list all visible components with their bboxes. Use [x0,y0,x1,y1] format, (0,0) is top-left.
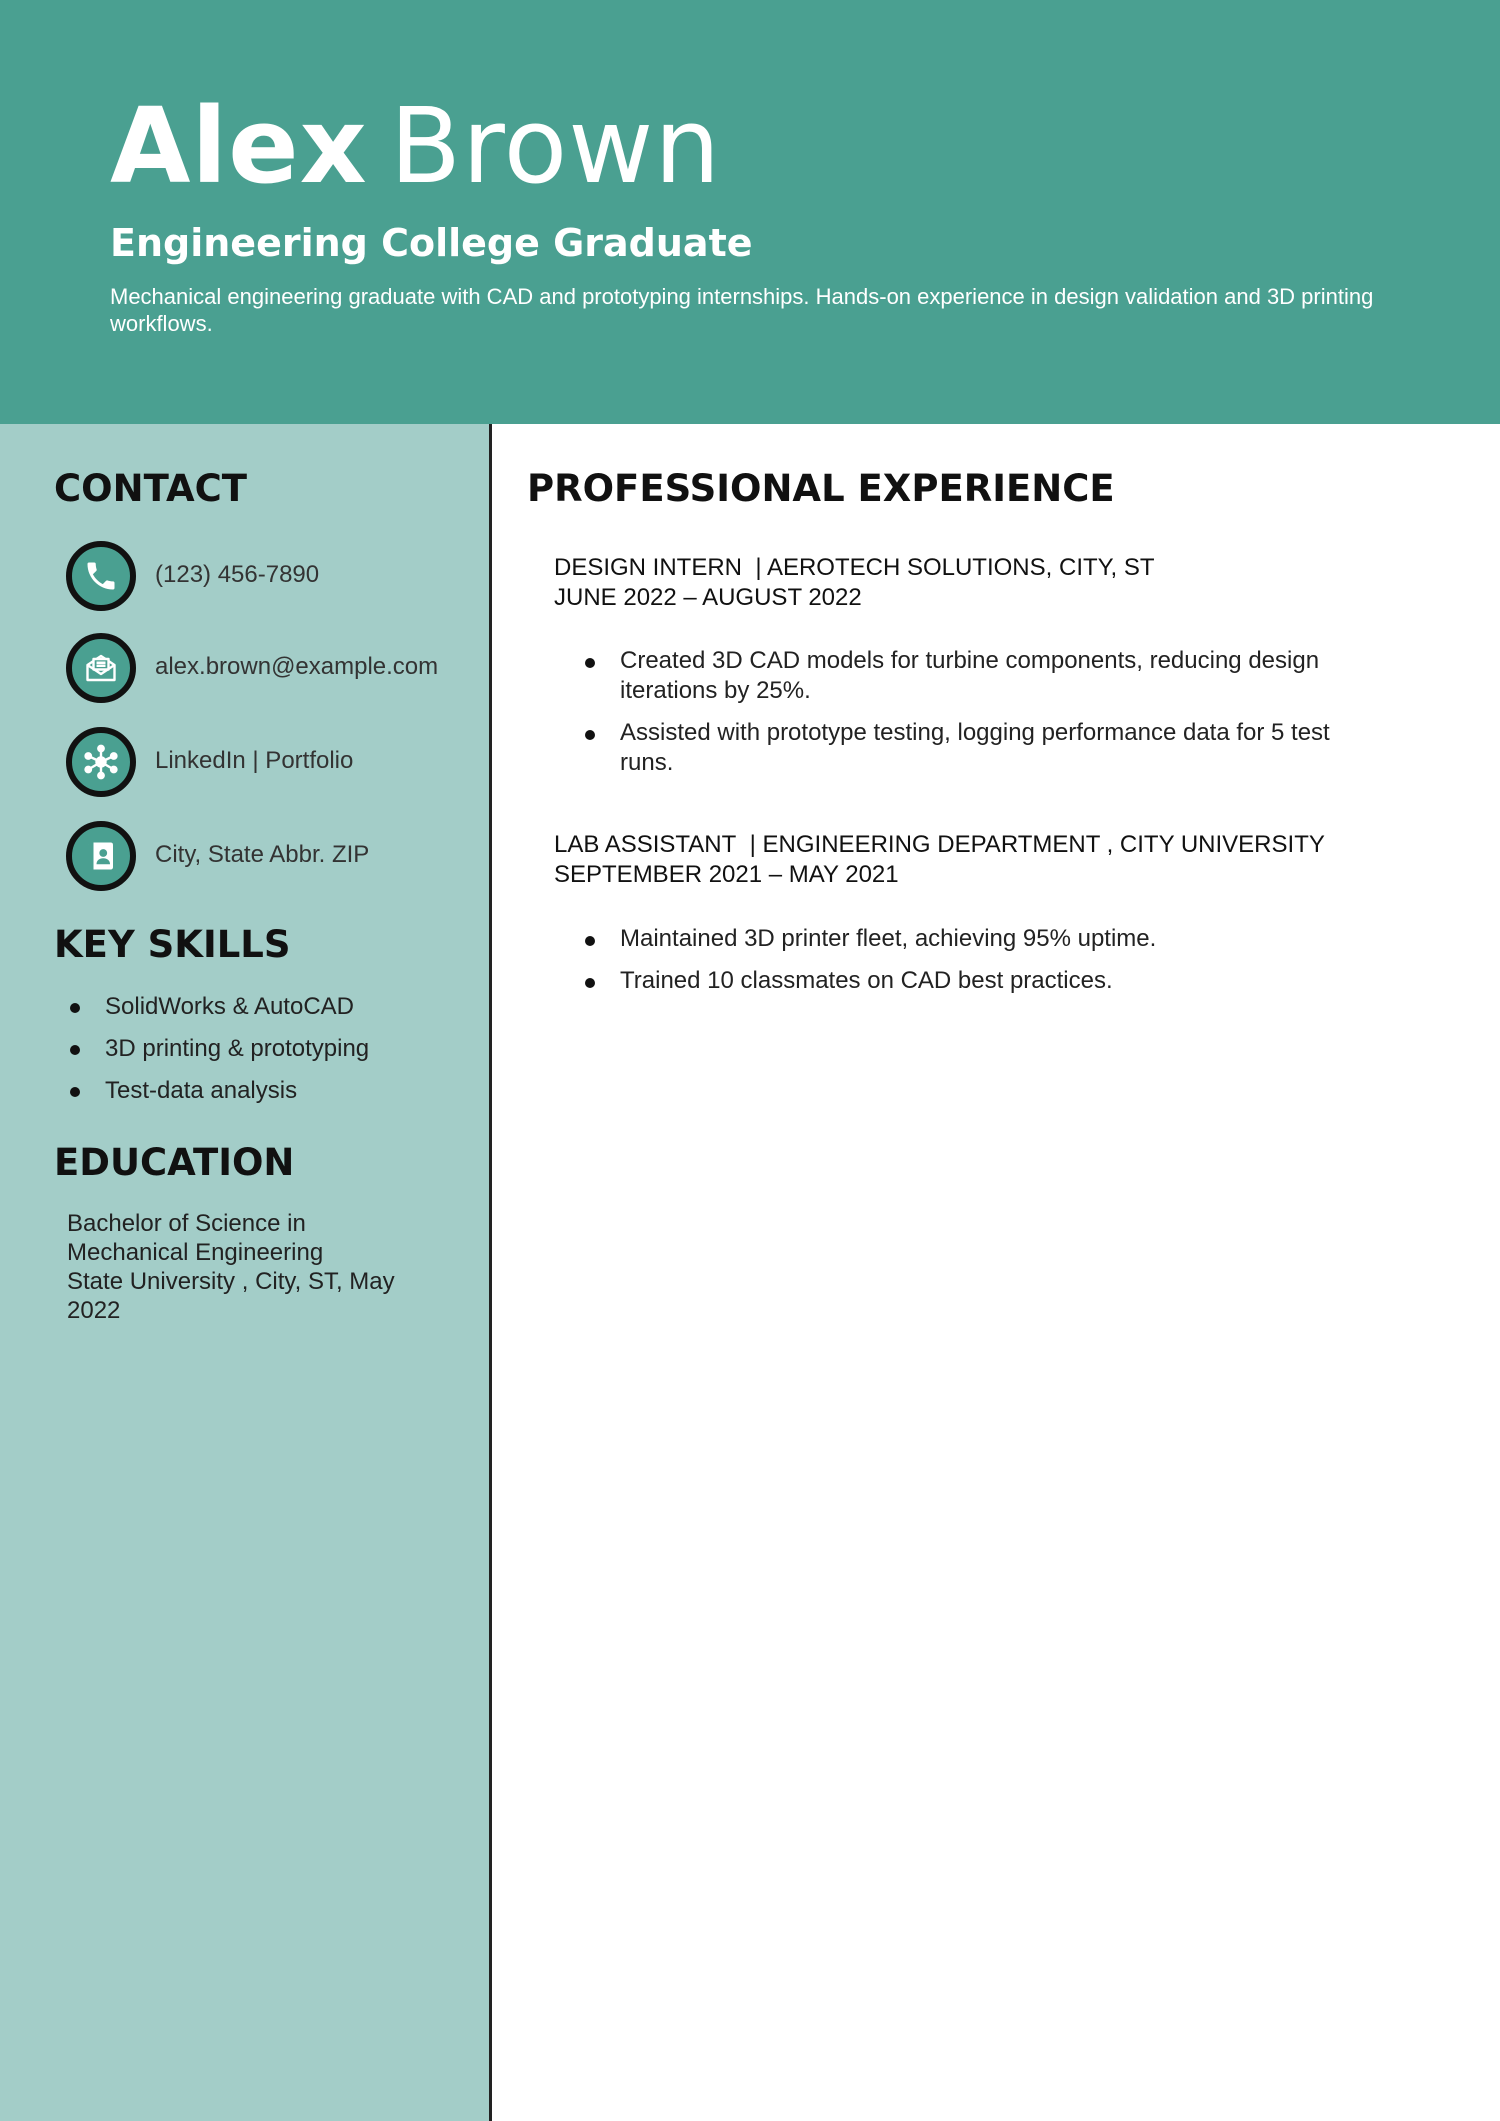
list-item: Maintained 3D printer fleet, achieving 95% uptime. [554,924,1374,954]
header-banner [0,0,1500,424]
phone-text: (123) 456-7890 [155,561,320,588]
contact-links [66,727,466,797]
job-bullets [554,924,1374,1008]
last-name: Brown [389,85,722,207]
list-item: Created 3D CAD models for turbine components, reducing design iterations by 25%. [554,646,1374,706]
contact-heading: CONTACT [54,467,247,510]
job-dates: SEPTEMBER 2021 – MAY 2021 [554,861,899,888]
network-icon [66,727,136,797]
education-entry [67,1209,407,1325]
job-title: DESIGN INTERN [554,554,743,581]
address-text: City, State Abbr. ZIP [155,841,370,868]
email-text: alex.brown@example.com [155,653,439,680]
job-dates: JUNE 2022 – AUGUST 2022 [554,584,862,611]
experience-heading: PROFESSIONAL EXPERIENCE [527,467,1115,510]
skills-list [54,986,369,1112]
education-line: Mechanical Engineering [67,1239,324,1266]
education-line: Bachelor of Science in [67,1210,306,1237]
contact-email [66,633,466,703]
phone-icon [66,541,136,611]
job-company: AEROTECH SOLUTIONS, CITY, ST [766,554,1155,581]
first-name: Alex [110,85,368,207]
list-item: Assisted with prototype testing, logging performance data for 5 test runs. [554,718,1374,778]
list-item: Trained 10 classmates on CAD best practices. [554,966,1374,996]
contact-address [66,821,466,891]
job-bullets [554,646,1374,790]
contact-phone [66,541,466,611]
job-title-line: DESIGN INTERN | AEROTECH SOLUTIONS, CITY, ST [554,554,1155,581]
job-header [554,553,1155,613]
candidate-name [110,86,721,206]
job-title-line: LAB ASSISTANT | ENGINEERING DEPARTMENT , CITY UNIVERSITY [554,831,1325,858]
headline: Engineering College Graduate [110,221,753,265]
job-title: LAB ASSISTANT [554,831,737,858]
job-company: ENGINEERING DEPARTMENT , CITY UNIVERSITY [762,831,1325,858]
mail-icon [66,633,136,703]
summary: Mechanical engineering graduate with CAD and prototyping internships. Hands-on experience in design validation and 3D printing workflows. [110,284,1374,336]
list-item: SolidWorks & AutoCAD [54,986,369,1028]
list-item: 3D printing & prototyping [54,1028,369,1070]
list-item: Test-data analysis [54,1070,369,1112]
address-book-icon [66,821,136,891]
column-divider [489,424,492,2121]
education-heading: EDUCATION [54,1141,295,1184]
education-line: State University , City, ST, May [67,1268,395,1295]
links-text: LinkedIn | Portfolio [155,747,354,774]
job-header [554,830,1325,890]
skills-heading: KEY SKILLS [54,923,291,966]
education-line: 2022 [67,1297,121,1324]
